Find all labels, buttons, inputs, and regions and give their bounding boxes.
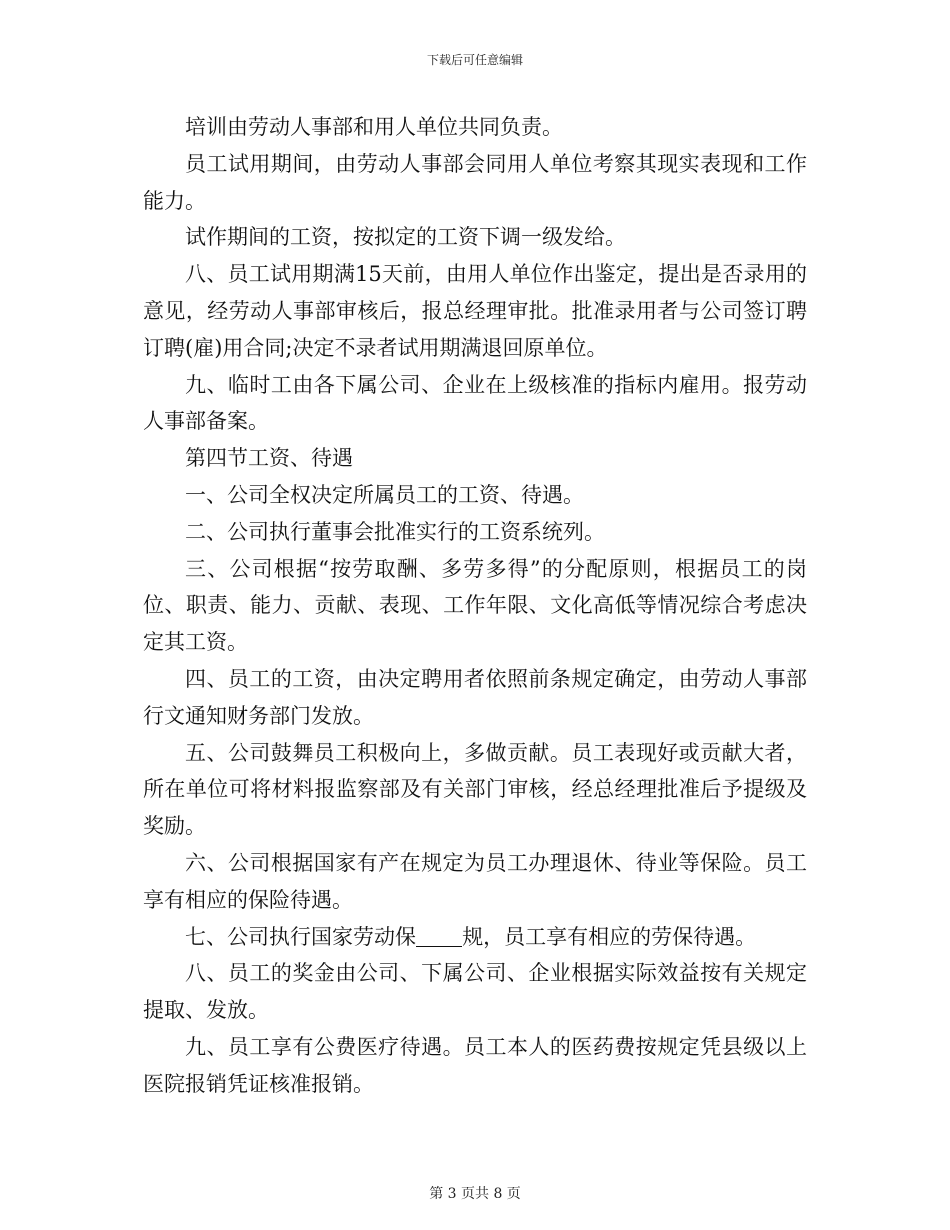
paragraph-with-blank xyxy=(143,919,807,956)
paragraph: 四、员工的工资，由决定聘用者依照前条规定确定，由劳动人事部行文通知财务部门发放。 xyxy=(143,666,807,728)
paragraph: 九、临时工由各下属公司、企业在上级核准的指标内雇用。报劳动人事部备案。 xyxy=(143,372,807,434)
paragraph-text-after-blank: 规，员工享有相应的劳保待遇。 xyxy=(462,924,757,949)
paragraph-text-before-blank: 七、公司执行国家劳动保 xyxy=(185,924,416,949)
paragraph: 八、员工的奖金由公司、下属公司、企业根据实际效益按有关规定提取、发放。 xyxy=(143,961,807,1023)
paragraph: 员工试用期间，由劳动人事部会同用人单位考察其现实表现和工作能力。 xyxy=(143,151,807,213)
paragraph: 二、公司执行董事会批准实行的工资系统列。 xyxy=(185,519,605,544)
paragraph: 三、公司根据“按劳取酬、多劳多得”的分配原则，根据员工的岗位、职责、能力、贡献、表现、工作年限、文化高低等情况综合考虑决定其工资。 xyxy=(143,556,807,655)
paragraph: 九、员工享有公费医疗待遇。员工本人的医药费按规定凭县级以上医院报销凭证核准报销。 xyxy=(143,1034,807,1096)
paragraph: 六、公司根据国家有产在规定为员工办理退休、待业等保险。员工享有相应的保险待遇。 xyxy=(143,850,807,912)
paragraph: 试作期间的工资，按拟定的工资下调一级发给。 xyxy=(185,225,626,250)
section-heading: 第四节工资、待遇 xyxy=(185,446,353,471)
page-footer: 第 3 页共 8 页 xyxy=(429,1186,521,1202)
paragraph: 一、公司全权决定所属员工的工资、待遇。 xyxy=(185,482,584,507)
page-header: 下载后可任意编辑 xyxy=(426,53,523,67)
paragraph: 八、员工试用期满15天前，由用人单位作出鉴定，提出是否录用的意见，经劳动人事部审核后，报总经理审批。批准录用者与公司签订聘订聘(雇)用合同;决定不录者试用期满退回原单位。 xyxy=(143,262,807,360)
fill-in-blank xyxy=(416,925,462,947)
paragraph: 培训由劳动人事部和用人单位共同负责。 xyxy=(185,115,563,139)
paragraph: 五、公司鼓舞员工积极向上，多做贡献。员工表现好或贡献大者，所在单位可将材料报监察部及有关部门审核，经总经理批准后予提级及奖励。 xyxy=(143,740,807,839)
document-body xyxy=(143,109,807,1103)
